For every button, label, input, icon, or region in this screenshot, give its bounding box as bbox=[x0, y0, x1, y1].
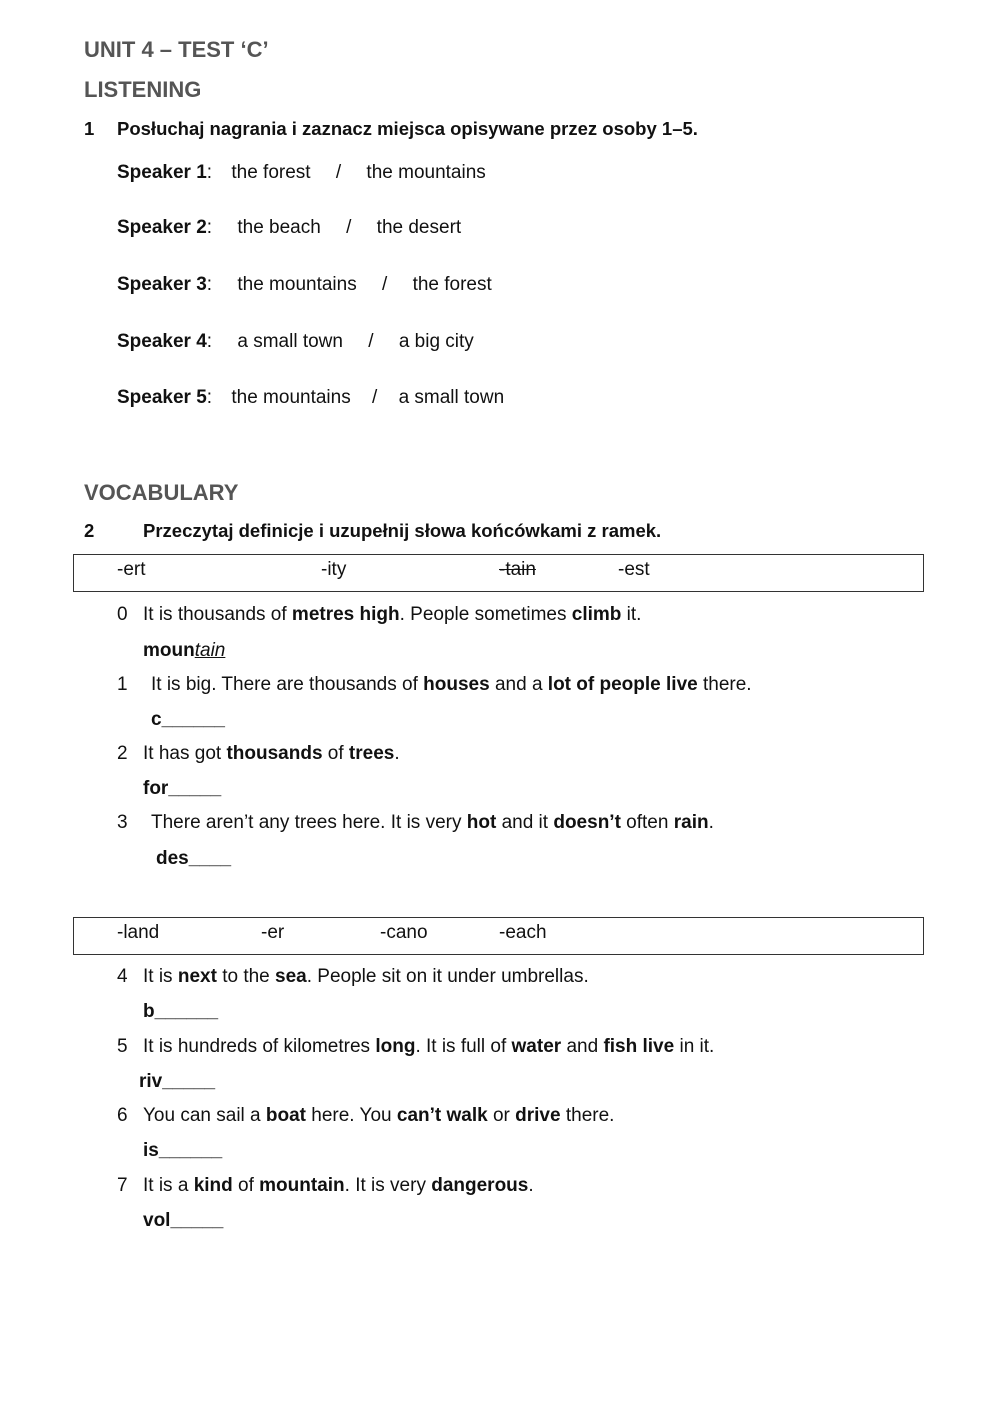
item-definition: It is big. There are thousands of houses and a lot of people live there. bbox=[151, 674, 752, 695]
vocabulary-heading: VOCABULARY bbox=[84, 480, 239, 505]
ending-option: -cano bbox=[380, 922, 428, 943]
word-ending-box-2 bbox=[73, 917, 924, 955]
answer-blank[interactable]: b______ bbox=[143, 1001, 219, 1022]
ending-option: -er bbox=[261, 922, 285, 943]
speaker-option[interactable]: the beach bbox=[237, 217, 321, 238]
ending-option: -each bbox=[499, 922, 547, 943]
item-number: 3 bbox=[117, 812, 128, 833]
task-1-number: 1 bbox=[84, 118, 95, 139]
option-separator: / bbox=[346, 217, 352, 238]
speaker-option[interactable]: the mountains bbox=[237, 274, 357, 295]
item-definition: It is a kind of mountain. It is very dangerous. bbox=[143, 1175, 534, 1196]
speaker-row: Speaker 5: the mountains / a small town bbox=[117, 387, 505, 408]
speaker-row: Speaker 4: a small town / a big city bbox=[117, 331, 474, 352]
speaker-label: Speaker 1 bbox=[117, 162, 207, 183]
speaker-option[interactable]: a small town bbox=[398, 387, 505, 408]
listening-heading: LISTENING bbox=[84, 77, 202, 102]
ending-option: -ert bbox=[117, 559, 146, 580]
item-definition: It is hundreds of kilometres long. It is full of water and fish live in it. bbox=[143, 1036, 715, 1057]
example-answer: mountain bbox=[143, 640, 226, 661]
answer-blank[interactable]: for_____ bbox=[143, 778, 222, 799]
item-number: 1 bbox=[117, 674, 128, 695]
answer-blank[interactable]: c______ bbox=[151, 709, 225, 730]
item-number: 6 bbox=[117, 1105, 128, 1126]
item-number: 2 bbox=[117, 743, 128, 764]
item-definition: There aren’t any trees here. It is very hot and it doesn’t often rain. bbox=[151, 812, 714, 833]
ending-option-used: -tain bbox=[499, 559, 536, 580]
speaker-option[interactable]: the forest bbox=[412, 274, 492, 295]
item-definition: You can sail a boat here. You can’t walk or drive there. bbox=[143, 1105, 615, 1126]
option-separator: / bbox=[372, 387, 378, 408]
item-number: 4 bbox=[117, 966, 128, 987]
speaker-label: Speaker 4 bbox=[117, 331, 207, 352]
item-number: 0 bbox=[117, 604, 128, 625]
speaker-row: Speaker 3: the mountains / the forest bbox=[117, 274, 492, 295]
item-definition: It is next to the sea. People sit on it under umbrellas. bbox=[143, 966, 589, 987]
item-definition: It has got thousands of trees. bbox=[143, 743, 400, 764]
speaker-row: Speaker 2: the beach / the desert bbox=[117, 217, 462, 238]
speaker-option[interactable]: a big city bbox=[398, 331, 474, 352]
option-separator: / bbox=[382, 274, 388, 295]
option-separator: / bbox=[368, 331, 374, 352]
item-number: 7 bbox=[117, 1175, 128, 1196]
speaker-option[interactable]: a small town bbox=[237, 331, 343, 352]
speaker-row: Speaker 1: the forest / the mountains bbox=[117, 162, 486, 183]
speaker-label: Speaker 2 bbox=[117, 217, 207, 238]
item-number: 5 bbox=[117, 1036, 128, 1057]
option-separator: / bbox=[335, 162, 342, 183]
answer-blank[interactable]: is______ bbox=[143, 1140, 223, 1161]
task-2-number: 2 bbox=[84, 520, 95, 541]
speaker-option[interactable]: the mountains bbox=[366, 162, 486, 183]
answer-blank[interactable]: riv_____ bbox=[139, 1071, 216, 1092]
speaker-label: Speaker 3 bbox=[117, 274, 207, 295]
word-ending-box-1 bbox=[73, 554, 924, 592]
ending-option: -ity bbox=[321, 559, 347, 580]
ending-option: -est bbox=[618, 559, 650, 580]
answer-blank[interactable]: vol_____ bbox=[143, 1210, 224, 1231]
ending-option: -land bbox=[117, 922, 160, 943]
page-title: UNIT 4 – TEST ‘C’ bbox=[84, 37, 269, 62]
speaker-option[interactable]: the desert bbox=[376, 217, 462, 238]
speaker-label: Speaker 5 bbox=[117, 387, 207, 408]
task-1-instruction: Posłuchaj nagrania i zaznacz miejsca opisywane przez osoby 1–5. bbox=[117, 118, 698, 139]
item-definition: It is thousands of metres high. People sometimes climb it. bbox=[143, 604, 642, 625]
answer-blank[interactable]: des____ bbox=[156, 848, 232, 869]
task-2-instruction: Przeczytaj definicje i uzupełnij słowa końcówkami z ramek. bbox=[143, 520, 662, 541]
speaker-option[interactable]: the mountains bbox=[231, 387, 351, 408]
speaker-option[interactable]: the forest bbox=[231, 162, 311, 183]
